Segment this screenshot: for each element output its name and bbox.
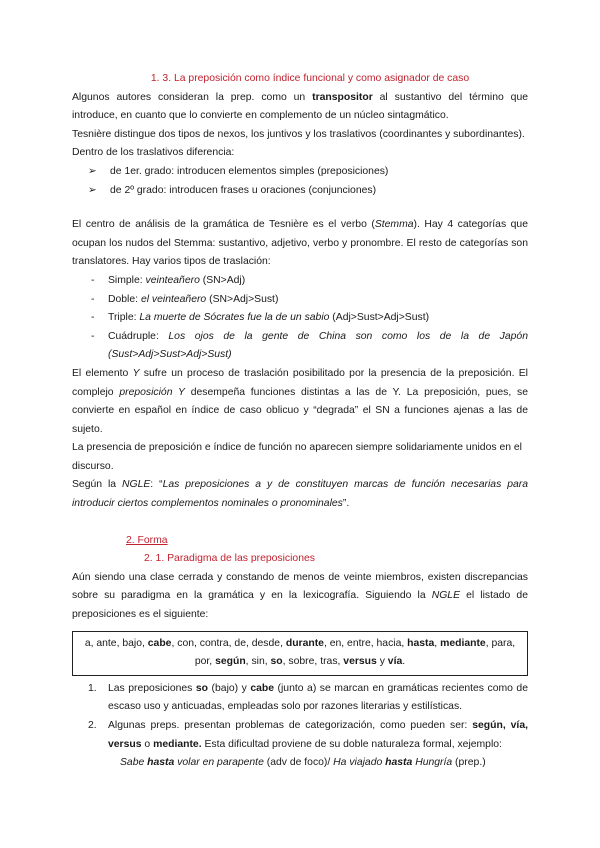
dash-bullet: - bbox=[91, 293, 95, 305]
text-span: a, ante, bajo, bbox=[84, 637, 148, 649]
text-span: (prep.) bbox=[452, 757, 486, 769]
text-span: , en, entre, hacia, bbox=[323, 637, 408, 649]
text-span: Esta dificultad proviene de su doble naturaleza formal, xejemplo: bbox=[201, 738, 502, 750]
document-body bbox=[72, 70, 528, 773]
text-span: sufre un proceso de traslación posibilitado por la presencia de la preposición. El complejo bbox=[72, 367, 528, 398]
text-span: Según la bbox=[72, 479, 122, 491]
text-span: , para, por, bbox=[194, 637, 516, 668]
italic-quote: Las preposiciones a y de constituyen marcas de función necesarias para introducir ciertos complementos nominales o pronominales bbox=[72, 479, 528, 510]
list-item-arrow-1 bbox=[72, 163, 528, 182]
text-span: El elemento bbox=[72, 367, 133, 379]
text-span: El centro de análisis de la gramática de Tesnière es el verbo ( bbox=[72, 219, 375, 231]
list-number: 1. bbox=[88, 682, 97, 694]
list-item-text: de 2º grado: introducen frases u oraciones (conjunciones) bbox=[110, 184, 377, 196]
list-number: 2. bbox=[88, 720, 97, 731]
bold-term: según, vía, versus bbox=[108, 720, 528, 750]
dash-bullet: - bbox=[91, 274, 95, 286]
italic-example: Ha viajado bbox=[333, 757, 386, 769]
italic-example: volar en parapente bbox=[174, 757, 264, 769]
bold-term: so bbox=[270, 656, 283, 668]
paragraph-presencia: La presencia de preposición e índice de función no aparecen siempre solidariamente unidos en el discurso. bbox=[72, 442, 522, 472]
bold-italic-term: hasta bbox=[147, 757, 175, 769]
bold-term: durante bbox=[285, 637, 324, 649]
text-span: Aún siendo una clase cerrada y constando de menos de veinte miembros, existen discrepancias sobre su paradigma en la gramática y en la lexicografía. Siguiendo la bbox=[72, 571, 528, 602]
text-span: , con, contra, de, desde, bbox=[171, 637, 286, 649]
translation-label: Triple: bbox=[108, 312, 140, 324]
bold-term: mediante. bbox=[153, 738, 202, 750]
paragraph-elemento-y bbox=[72, 365, 528, 439]
translation-label: Doble: bbox=[108, 293, 141, 305]
italic-term: preposición Y bbox=[119, 386, 185, 398]
bold-term: mediante bbox=[440, 637, 486, 649]
text-span: al sustantivo del término que introduce, en cuanto que lo convierte en complemento de un núcleo sintagmático. bbox=[72, 91, 529, 122]
text-span: , sin, bbox=[245, 656, 271, 668]
list-item-arrow-2 bbox=[72, 182, 528, 201]
list-item-translation-doble bbox=[72, 291, 528, 310]
list-item-translation-simple bbox=[72, 272, 528, 291]
translation-label: Simple: bbox=[108, 274, 146, 286]
text-span: , sobre, tras, bbox=[282, 656, 344, 668]
spacer bbox=[72, 514, 528, 532]
text-span: Las preposiciones bbox=[108, 682, 196, 694]
paragraph-paradigma bbox=[72, 569, 528, 625]
section-heading-1-3: 1. 3. La preposición como índice funcional y como asignador de caso bbox=[150, 73, 470, 84]
example-sentence bbox=[72, 754, 528, 773]
bold-term: cabe bbox=[147, 637, 172, 649]
text-span: desempeña funciones distintas a las de Y. La preposición, pues, se convierte en español en índice de caso oblicuo y “degrada” el SN a funciones ajenas a las de sujeto. bbox=[72, 386, 528, 435]
numbered-item-2 bbox=[72, 717, 528, 754]
text-span: ). Hay 4 categorías que ocupan los nudos del Stemma: sustantivo, adjetivo, verbo y pronombre. El resto de categorías son translatores. Hay varios tipos de traslación: bbox=[72, 219, 528, 268]
subsection-heading-2-1: 2. 1. Paradigma de las preposiciones bbox=[144, 553, 315, 565]
text-span: ”. bbox=[342, 498, 350, 510]
text-span: (bajo) y bbox=[208, 682, 251, 694]
text-span: y bbox=[376, 656, 388, 668]
list-item-text: de 1er. grado: introducen elementos simples (preposiciones) bbox=[110, 165, 389, 177]
paragraph-stemma bbox=[72, 216, 528, 272]
bold-term: cabe bbox=[250, 682, 275, 694]
bold-italic-term: hasta bbox=[385, 757, 413, 769]
text-span: Algunas preps. presentan problemas de categorización, como pueden ser: bbox=[108, 720, 473, 731]
text-span: : “ bbox=[150, 479, 163, 491]
section-heading-2: 2. Forma bbox=[126, 534, 168, 546]
italic-term: NGLE bbox=[431, 590, 460, 602]
preposition-list-box bbox=[72, 631, 528, 676]
text-span: (adv de foco)/ bbox=[263, 757, 334, 769]
arrow-bullet-icon: ➢ bbox=[88, 165, 97, 177]
numbered-item-1 bbox=[72, 680, 528, 717]
bold-term: so bbox=[195, 682, 209, 694]
translation-label: Cuádruple: bbox=[108, 330, 169, 342]
italic-example: Hungría bbox=[412, 757, 453, 769]
spacer bbox=[72, 200, 528, 216]
paragraph-ngle-quote bbox=[72, 476, 528, 513]
translation-example: veinteañero bbox=[145, 274, 200, 286]
bold-term: hasta bbox=[407, 637, 435, 649]
translation-example: Los ojos de la gente de China son como los de la de Japón (Sust>Adj>Sust>Adj>Sust) bbox=[108, 330, 528, 361]
dash-bullet: - bbox=[91, 330, 95, 342]
translation-example: La muerte de Sócrates fue la de un sabio bbox=[139, 312, 330, 324]
bold-term: transpositor bbox=[312, 91, 373, 103]
arrow-bullet-icon: ➢ bbox=[88, 184, 97, 196]
text-span: (junto a) se marcan en gramáticas recientes como de escaso uso y anticuadas, empleadas solo por razones literarias y estilísticas. bbox=[108, 682, 528, 713]
list-item-translation-triple bbox=[72, 309, 528, 328]
bold-term: vía bbox=[387, 656, 403, 668]
italic-term: NGLE bbox=[122, 479, 151, 491]
italic-term: Y bbox=[132, 367, 140, 379]
text-span: , bbox=[434, 637, 441, 649]
paragraph-transpositor bbox=[72, 89, 528, 126]
translation-rest: (SN>Adj) bbox=[199, 274, 246, 286]
translation-rest: (Adj>Sust>Adj>Sust) bbox=[329, 312, 430, 324]
italic-example: Sabe bbox=[120, 757, 148, 769]
bold-term: según bbox=[215, 656, 246, 668]
text-span: el listado de preposiciones es el siguiente: bbox=[72, 590, 528, 621]
text-span: Algunos autores consideran la prep. como un bbox=[72, 91, 313, 103]
italic-term: Stemma bbox=[374, 219, 414, 231]
text-span: o bbox=[141, 738, 154, 750]
bold-term: versus bbox=[343, 656, 377, 668]
translation-example: el veinteañero bbox=[140, 293, 207, 305]
dash-bullet: - bbox=[91, 312, 95, 324]
paragraph-tesniere: Tesnière distingue dos tipos de nexos, los juntivos y los traslativos (coordinantes y subordinantes). Dentro de los traslativos diferencia: bbox=[72, 128, 525, 159]
text-span: . bbox=[402, 656, 406, 668]
list-item-translation-cuadruple bbox=[72, 328, 528, 365]
translation-rest: (SN>Adj>Sust) bbox=[206, 293, 279, 305]
